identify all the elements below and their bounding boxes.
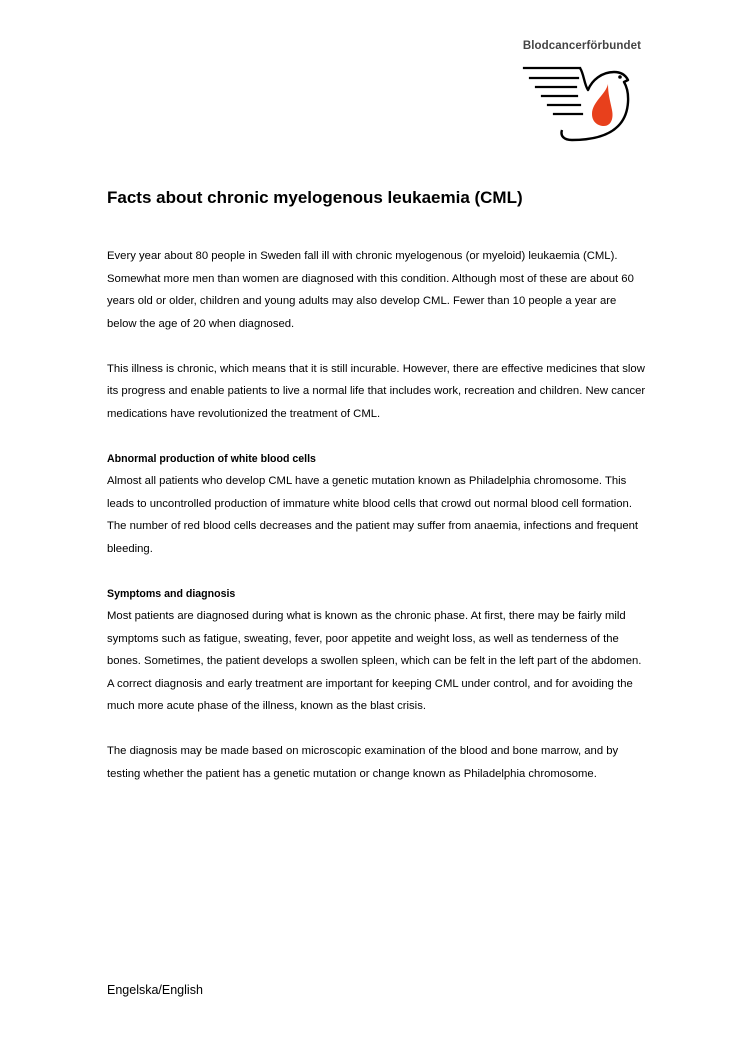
section-body-diagnosis: The diagnosis may be made based on microscopic examination of the blood and bone marrow, and by testing whether the patient has a genetic mutation or change known as Philadelphia chromosome. [107, 745, 619, 780]
document-body [107, 245, 647, 785]
section-body-symptoms: Most patients are diagnosed during what is known as the chronic phase. At first, there may be fairly mild symptoms such as fatigue, sweating, fever, poor appetite and weight loss, as well as tenderness of the bones. Sometimes, the patient develops a swollen spleen, which can be felt in the left part of the abdomen. A correct diagnosis and early treatment are important for keeping CML under control, and for avoiding the much more acute phase of the illness, known as the blast crisis. [107, 610, 642, 712]
document-title: Facts about chronic myelogenous leukaemia (CML) [107, 188, 523, 207]
footer-language-label: Engelska/English [107, 983, 203, 997]
section-heading-symptoms: Symptoms and diagnosis [107, 587, 236, 600]
organization-name: Blodcancerförbundet [522, 40, 641, 52]
dove-logo-icon [522, 60, 634, 142]
chronic-paragraph: This illness is chronic, which means that it is still incurable. However, there are effective medicines that slow its progress and enable patients to live a normal life that includes work, recreation and children. New cancer medications have revolutionized the treatment of CML. [107, 362, 646, 420]
intro-paragraph: Every year about 80 people in Sweden fall ill with chronic myelogenous (or myeloid) leukaemia (CML). Somewhat more men than women are diagnosed with this condition. Although most of these are about 60 years old or older, children and young adults may also develop CML. Fewer than 10 people a year are below the age of 20 when diagnosed. [107, 250, 634, 330]
section-body-abnormal-production: Almost all patients who develop CML have a genetic mutation known as Philadelphia chromosome. This leads to uncontrolled production of immature white blood cells that crowd out normal blood cell formation. The number of red blood cells decreases and the patient may suffer from anaemia, infections and frequent bleeding. [107, 475, 639, 555]
section-heading-abnormal-production: Abnormal production of white blood cells [107, 452, 316, 465]
